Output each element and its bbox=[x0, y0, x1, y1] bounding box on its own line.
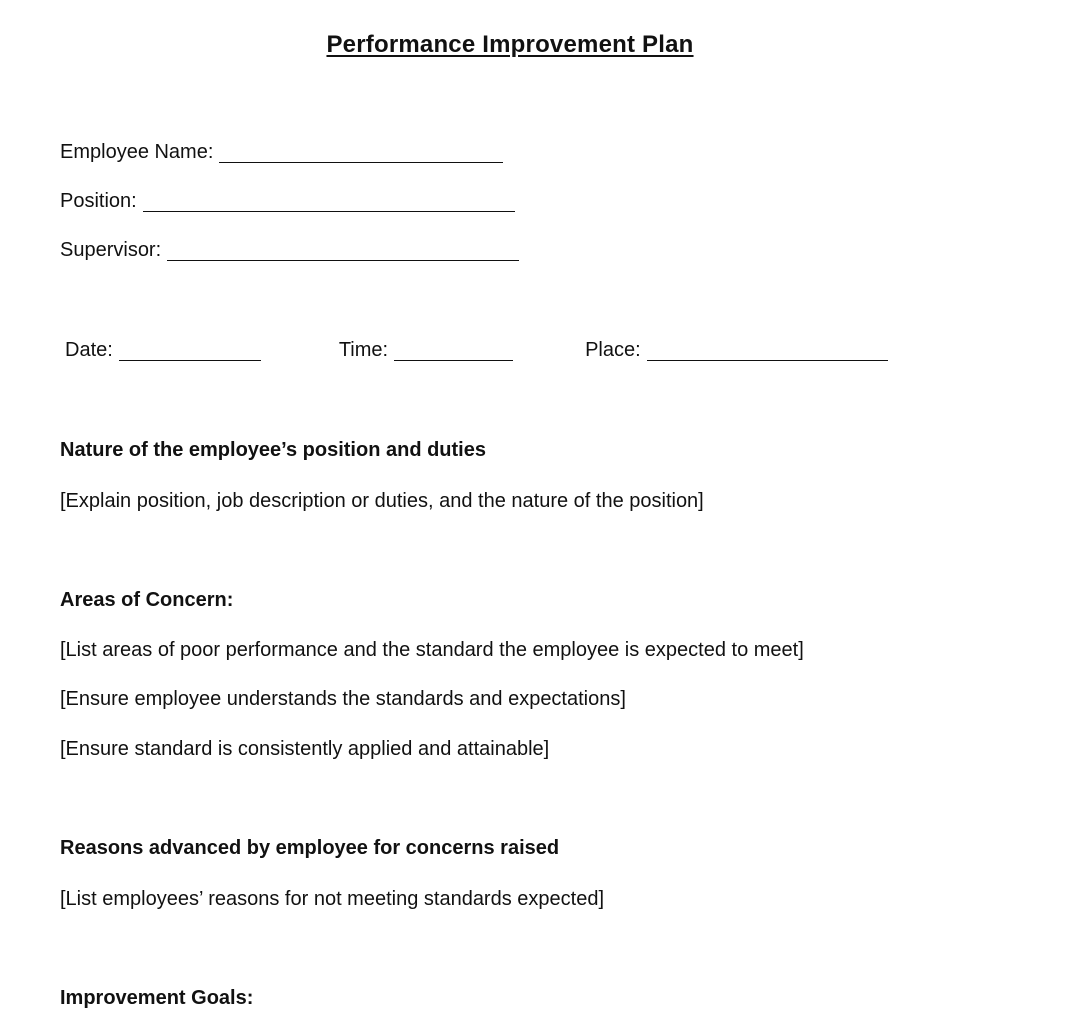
place-group bbox=[585, 339, 888, 361]
time-group bbox=[339, 339, 513, 361]
position-blank[interactable] bbox=[143, 191, 515, 212]
nature-line-1: [Explain position, job description or duties, and the nature of the position] bbox=[60, 490, 704, 512]
place-label: Place: bbox=[585, 339, 641, 361]
supervisor-row bbox=[60, 239, 519, 261]
position-label: Position: bbox=[60, 190, 137, 212]
date-time-place-row bbox=[65, 339, 888, 361]
concerns-line-1: [List areas of poor performance and the standard the employee is expected to meet] bbox=[60, 639, 804, 661]
document-title: Performance Improvement Plan bbox=[326, 31, 694, 58]
nature-heading: Nature of the employee’s position and duties bbox=[60, 439, 486, 461]
employee-name-row bbox=[60, 141, 503, 163]
goals-heading: Improvement Goals: bbox=[60, 987, 254, 1009]
employee-name-blank[interactable] bbox=[219, 142, 503, 163]
concerns-heading: Areas of Concern: bbox=[60, 589, 234, 611]
date-label: Date: bbox=[65, 339, 113, 361]
supervisor-label: Supervisor: bbox=[60, 239, 162, 261]
reasons-heading: Reasons advanced by employee for concerns raised bbox=[60, 837, 560, 859]
date-blank[interactable] bbox=[119, 340, 261, 361]
concerns-line-3: [Ensure standard is consistently applied and attainable] bbox=[60, 738, 550, 760]
position-row bbox=[60, 190, 515, 212]
date-group bbox=[65, 339, 261, 361]
reasons-line-1: [List employees’ reasons for not meeting standards expected] bbox=[60, 888, 605, 910]
place-blank[interactable] bbox=[647, 340, 888, 361]
time-blank[interactable] bbox=[394, 340, 513, 361]
supervisor-blank[interactable] bbox=[167, 240, 519, 261]
concerns-line-2: [Ensure employee understands the standards and expectations] bbox=[60, 688, 626, 710]
time-label: Time: bbox=[338, 339, 389, 361]
employee-name-label: Employee Name: bbox=[60, 141, 214, 163]
